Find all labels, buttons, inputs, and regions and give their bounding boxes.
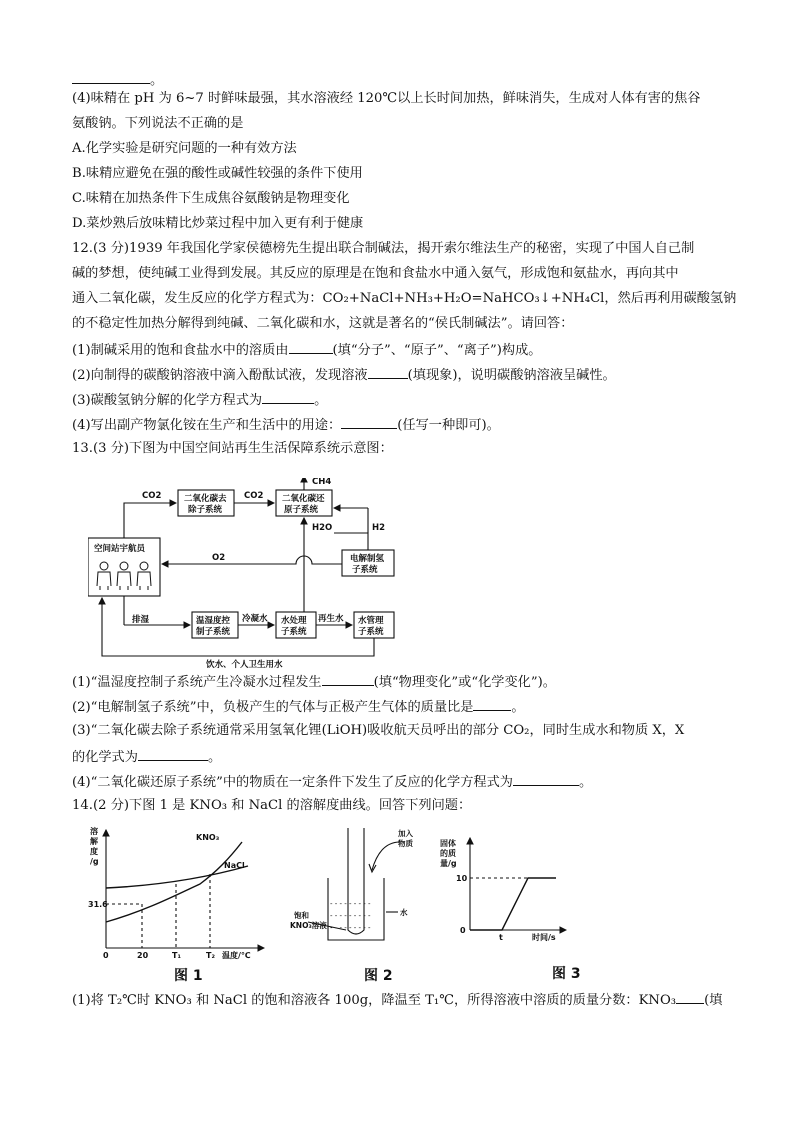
line-prefix: (2)向制得的碳酸钠溶液中滴入酚酞试液，发现溶液 [72,368,368,383]
text-line [72,70,163,90]
regen-water-label: 再生水 [318,614,344,624]
text-line [72,390,327,410]
text-line [72,315,573,333]
answer-blank[interactable] [513,772,579,786]
fig3-xlabel: 时间/s [532,933,556,942]
answer-blank[interactable] [262,390,314,404]
line-suffix: (填 [704,993,723,1008]
fig1-kno3-label: KNO₃ [196,833,220,842]
line-suffix: 。 [207,750,222,765]
text-line [72,240,694,258]
line-text: 碱的梦想，使纯碱工业得到发展。其反应的原理是在饱和食盐水中通入氨气，形成饱和氨盐水，再向其中 [72,266,679,281]
line-suffix: 。 [511,700,525,715]
electrolysis-l1: 电解制氢 [350,554,385,564]
fig3-xtick: t [499,933,503,942]
text-line [72,140,297,158]
text-line [72,672,556,692]
line-suffix: (填现象)，说明碳酸钠溶液呈碱性。 [407,368,616,383]
drinking-label: 饮水、个人卫生用水 [206,660,283,670]
astronaut-icons [97,562,151,590]
answer-blank[interactable] [322,672,374,686]
h2-label: H2 [372,523,386,533]
fig3-ylabel-1: 固体 [440,839,456,848]
line-text: 通入二氧化碳，发生反应的化学方程式为：CO₂+NaCl+NH₃+H₂O=NaHCO₃↓+NH₄Cl，然后再利用碳酸氢钠 [72,291,737,306]
ch4-label: CH4 [312,478,332,487]
line-text: A.化学实验是研究问题的一种有效方法 [72,141,297,156]
line-prefix: (4)“二氧化碳还原子系统”中的物质在一定条件下发生了反应的化学方程式为 [72,775,513,790]
co2-label-b: CO2 [244,491,264,501]
line-text: C.味精在加热条件下生成焦谷氨酸钠是物理变化 [72,191,350,206]
line-prefix: (4)写出副产物氯化铵在生产和生活中的用途： [72,418,342,433]
line-text: (3)“二氧化碳去除子系统通常采用氢氧化锂(LiOH)吸收航天员呼出的部分 CO₂，同时生成水和物质 X，X [72,723,685,738]
electrolysis-l2: 子系统 [352,565,378,575]
text-line [72,797,471,815]
fig2-solution-l1: 饱和 [294,911,309,920]
line-suffix: 。 [314,393,328,408]
line-suffix: (填“物理变化”或“化学变化”)。 [373,675,556,690]
line-text: B.味精应避免在强的酸性或碱性较强的条件下使用 [72,166,363,181]
answer-blank[interactable] [72,70,150,84]
fig3-ylabel-2: 的质 [440,849,456,858]
fig1-ylabel-4: /g [90,857,99,866]
h2o-label: H2O [312,523,333,533]
fig2-solution-l2: KNO₃溶液 [290,921,327,930]
answer-blank[interactable] [341,415,397,429]
fig3-ytick: 10 [456,874,468,883]
line-suffix: 。 [578,775,593,790]
svg-text:- - - - - - - - -: - - - - - - - - - [330,900,371,908]
line-prefix: (1)“温湿度控制子系统产生冷凝水过程发生 [72,675,322,690]
co2-removal-l1: 二氧化碳去 [184,494,227,504]
line-prefix: (1)将 T₂℃时 KNO₃ 和 NaCl 的饱和溶液各 100g，降温至 T₁℃，所得溶液中溶质的质量分数：KNO₃ [72,993,677,1008]
text-line [72,415,500,435]
fig1-ylabel-3: 度 [90,847,98,856]
text-line [72,340,542,360]
line-prefix: (2)“电解制氢子系统”中，负极产生的气体与正极产生气体的质量比是 [72,700,474,715]
fig2-water-label: 水 [400,908,408,917]
line-suffix: (任写一种即可)。 [397,418,500,433]
fig1-ytick: 31.6 [88,900,108,909]
text-line [72,190,350,208]
text-line [72,290,736,308]
co2-reduction-l1: 二氧化碳还 [282,494,325,504]
figure-1-caption: 图 1 [174,968,203,984]
fig3-ylabel-3: 量/g [440,859,457,868]
water-mgmt-l1: 水管理 [358,616,384,626]
text-line [72,697,525,717]
line-prefix: 的化学式为 [72,750,138,765]
astronaut-label: 空间站宇航员 [94,544,146,554]
fig1-ylabel-2: 解 [90,837,98,846]
water-treat-l1: 水处理 [281,616,307,626]
fig2-add-l1: 加入 [398,829,413,838]
svg-text:- - - - - - - - -: - - - - - - - - - [330,924,371,932]
fig1-xlabel: 温度/℃ [222,951,251,960]
answer-blank[interactable] [289,340,333,354]
figure-1 [88,824,268,964]
water-treat-l2: 子系统 [281,627,307,637]
text-line [72,90,700,108]
o2-label: O2 [212,553,226,563]
space-station-diagram [88,478,428,670]
water-mgmt-l2: 子系统 [358,627,384,637]
svg-text:- - - - - - - - -: - - - - - - - - - [330,912,371,920]
text-line [72,990,722,1010]
line-text: 14.(2 分)下图 1 是 KNO₃ 和 NaCl 的溶解度曲线。回答下列问题： [72,798,472,813]
line-text: 氨酸钠。下列说法不正确的是 [72,116,244,131]
fig3-origin: 0 [460,926,466,935]
figure-2-caption: 图 2 [364,968,393,984]
line-text: 12.(3 分)1939 年我国化学家侯德榜先生提出联合制碱法，揭开索尔维法生产的秘密，实现了中国人自己制 [72,241,695,256]
line-suffix: 。 [150,73,164,88]
humidity-l1: 温湿度控 [196,616,231,626]
condensate-label: 冷凝水 [242,614,268,624]
text-line [72,772,592,792]
line-text: 的不稳定性加热分解得到纯碱、二氧化碳和水，这就是著名的“侯氏制碱法”。请回答： [72,316,574,331]
fig2-add-l2: 物质 [398,839,413,848]
text-line [72,215,363,233]
text-line [72,265,679,283]
fig1-nacl-label: NaCl [224,861,245,870]
text-line [72,440,393,458]
co2-label-a: CO2 [142,491,162,501]
add-arrow [372,842,400,870]
dehumid-label: 排湿 [132,615,150,625]
fig3-curve [470,878,556,930]
humidity-l2: 制子系统 [196,627,231,637]
co2-removal-l2: 除子系统 [188,505,223,515]
line-prefix: (1)制碱采用的饱和食盐水中的溶质由 [72,343,289,358]
figure-3 [440,836,570,946]
line-text: D.菜炒熟后放味精比炒菜过程中加入更有利于健康 [72,216,364,231]
figure-2 [290,826,430,946]
fig1-xtick-t1: T₁ [172,951,181,960]
co2-reduction-l2: 原子系统 [284,505,319,515]
answer-blank[interactable] [473,697,511,711]
line-suffix: (填“分子”、“原子”、“离子”)构成。 [332,343,542,358]
text-line [72,165,363,183]
text-line [72,722,684,740]
text-line [72,115,243,133]
line-text: (4)味精在 pH 为 6~7 时鲜味最强，其水溶液经 120℃以上长时间加热，鲜味消失，生成对人体有害的焦谷 [72,91,701,106]
text-line [72,365,616,385]
answer-blank[interactable] [368,365,408,379]
figure-3-caption: 图 3 [552,966,581,982]
fig1-ylabel-1: 溶 [90,827,98,836]
fig1-xtick-t2: T₂ [206,951,215,960]
line-prefix: (3)碳酸氢钠分解的化学方程式为 [72,393,263,408]
answer-blank[interactable] [676,990,704,1004]
answer-blank[interactable] [138,747,208,761]
fig1-xtick-20: 20 [137,951,149,960]
text-line [72,747,221,767]
line-text: 13.(3 分)下图为中国空间站再生生活保障系统示意图： [72,441,393,456]
fig1-xtick-0: 0 [103,951,109,960]
